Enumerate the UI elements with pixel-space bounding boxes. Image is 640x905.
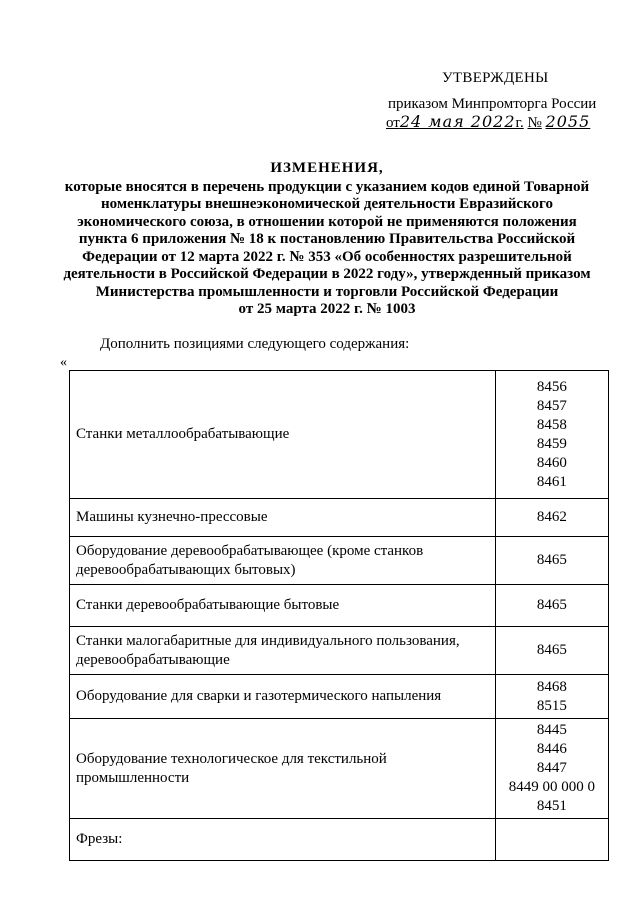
handwritten-date: 24 мая 2022 xyxy=(399,112,516,131)
table-row xyxy=(70,585,609,627)
table-row xyxy=(70,719,609,819)
product-name-cell: Машины кузнечно-прессовые xyxy=(70,499,496,537)
date-prefix: от xyxy=(386,115,400,131)
title-line: номенклатуры внешнеэкономической деятельности Евразийского xyxy=(101,196,553,212)
product-name-cell: Станки деревообрабатывающие бытовые xyxy=(70,585,496,627)
code-cell xyxy=(495,675,608,719)
tn-code: 8515 xyxy=(536,697,567,714)
tn-code: 8462 xyxy=(536,509,567,525)
document-title xyxy=(54,160,600,319)
code-cell xyxy=(495,819,608,861)
year-suffix: г. xyxy=(515,115,524,131)
tn-code: 8445 xyxy=(536,722,567,738)
tn-code: 8456 xyxy=(536,378,567,395)
product-name-cell: Станки металлообрабатывающие xyxy=(70,371,496,499)
tn-code: 8465 xyxy=(536,642,567,658)
table-row xyxy=(70,499,609,537)
tn-code: 8449 00 000 0 xyxy=(508,779,596,795)
table-row xyxy=(70,819,609,861)
intro-text: Дополнить позициями следующего содержания: xyxy=(100,336,410,352)
product-name-cell: Оборудование технологическое для текстильной промышленности xyxy=(70,719,496,819)
code-cell xyxy=(495,537,608,585)
handwritten-number: 2055 xyxy=(545,112,591,131)
positions-table xyxy=(69,370,609,861)
tn-code: 8457 xyxy=(536,397,567,414)
code-cell xyxy=(495,371,608,499)
title-line: от 25 марта 2022 г. № 1003 xyxy=(238,301,416,317)
product-name-cell: Оборудование для сварки и газотермического напыления xyxy=(70,675,496,719)
approval-date-line xyxy=(386,112,590,132)
title-line: пункта 6 приложения № 18 к постановлению Правительства Российской xyxy=(78,231,576,247)
tn-code: 8460 xyxy=(536,454,567,471)
table-row xyxy=(70,627,609,675)
table-row xyxy=(70,371,609,499)
title-line: деятельности в Российской Федерации в 2022 году», утвержденный приказом xyxy=(63,266,591,282)
product-name-cell: Оборудование деревообрабатывающее (кроме станков деревообрабатывающих бытовых) xyxy=(70,537,496,585)
title-line: Министерства промышленности и торговли Российской Федерации xyxy=(95,283,559,300)
open-quote: « xyxy=(60,355,67,370)
number-prefix: № xyxy=(527,115,542,131)
tn-code: 8465 xyxy=(536,552,567,568)
tn-code: 8458 xyxy=(536,416,567,433)
tn-code: 8459 xyxy=(536,435,567,452)
tn-code: 8468 xyxy=(536,678,567,695)
tn-code: 8447 xyxy=(536,760,567,776)
tn-code: 8465 xyxy=(536,597,567,613)
tn-code: 8451 xyxy=(536,798,567,814)
product-name-cell: Фрезы: xyxy=(70,819,496,861)
approved-heading: УТВЕРЖДЕНЫ xyxy=(442,70,549,86)
title-main: ИЗМЕНЕНИЯ, xyxy=(270,160,384,176)
table-row xyxy=(70,537,609,585)
tn-code: 8461 xyxy=(536,473,567,490)
title-line: экономического союза, в отношении которой не применяются положения xyxy=(77,213,577,230)
title-line: Федерации от 12 марта 2022 г. № 353 «Об особенностях разрешительной xyxy=(82,248,572,265)
code-cell xyxy=(495,627,608,675)
code-cell xyxy=(495,585,608,627)
code-cell xyxy=(495,499,608,537)
title-line: которые вносятся в перечень продукции с указанием кодов единой Товарной xyxy=(64,178,590,195)
code-cell xyxy=(495,719,608,819)
table-row xyxy=(70,675,609,719)
approval-order-line: приказом Минпромторга России xyxy=(388,96,597,112)
product-name-cell: Станки малогабаритные для индивидуального пользования, деревообрабатывающие xyxy=(70,627,496,675)
tn-code: 8446 xyxy=(536,741,567,757)
